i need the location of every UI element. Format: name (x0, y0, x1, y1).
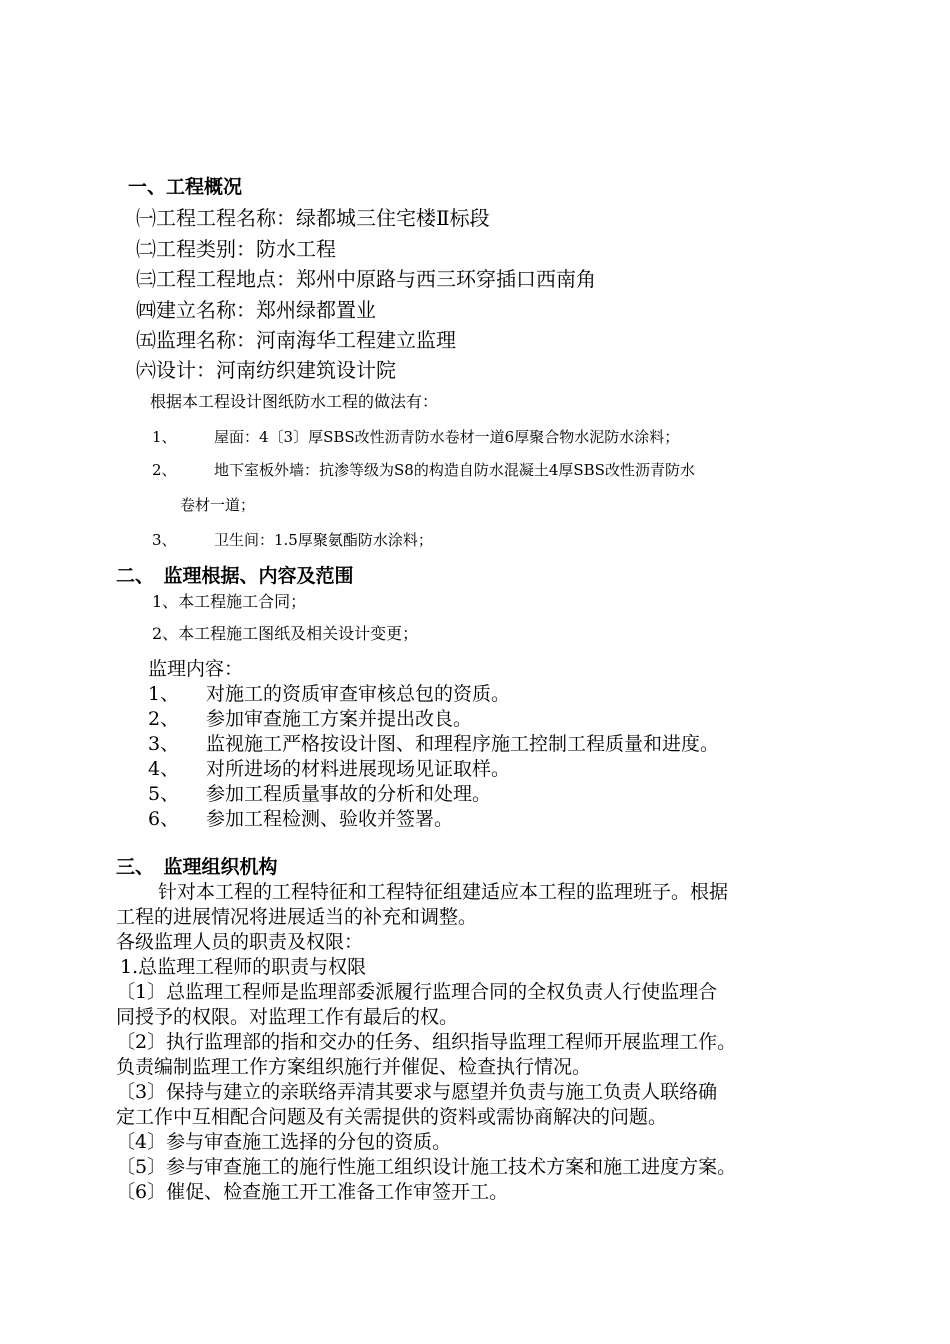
paragraph-line: 定工作中互相配合问题及有关需提供的资料或需协商解决的问题。 (116, 1106, 668, 1128)
content-number: 6、 (148, 808, 180, 830)
basis-item: 2、本工程施工图纸及相关设计变更； (152, 624, 419, 643)
methods-intro: 根据本工程设计图纸防水工程的做法有： (150, 392, 439, 411)
project-info-item: ㈣建立名称：郑州绿都置业 (136, 298, 376, 322)
method-number: 2、 (152, 461, 177, 479)
content-text: 参加工程质量事故的分析和处理。 (206, 783, 492, 805)
paragraph-line: 〔3〕保持与建立的亲联络弄清其要求与愿望并负责与施工负责人联络确 (116, 1081, 718, 1103)
content-text: 参加工程检测、验收并签署。 (206, 808, 454, 830)
project-info-item: ㈥设计：河南纺织建筑设计院 (136, 358, 396, 382)
method-item (152, 533, 433, 548)
paragraph-line: 各级监理人员的职责及权限： (116, 931, 364, 953)
method-number: 1、 (152, 428, 177, 446)
content-number: 4、 (148, 758, 180, 780)
content-number: 2、 (148, 708, 180, 730)
method-text: 卫生间：1.5厚聚氨酯防水涂料； (214, 531, 433, 549)
project-info-item: ㈠工程工程名称：绿都城三住宅楼Ⅱ标段 (136, 206, 490, 230)
content-item (148, 735, 719, 754)
section-1-heading: 一、工程概况 (128, 176, 243, 198)
content-number: 5、 (148, 783, 180, 805)
content-text: 对施工的资质审查审核总包的资质。 (206, 683, 511, 705)
paragraph-line: 针对本工程的工程特征和工程特征组建适应本工程的监理班子。根据 (158, 881, 729, 903)
content-item (148, 710, 472, 729)
paragraph-line: 〔5〕参与审查施工的施行性施工组织设计施工技术方案和施工进度方案。 (116, 1156, 737, 1178)
paragraph-line: 〔2〕执行监理部的指和交办的任务、组织指导监理工程师开展监理工作。 (116, 1031, 737, 1053)
paragraph-line: 1.总监理工程师的职责与权限 (120, 956, 367, 978)
paragraph-line: 同授予的权限。对监理工作有最后的权。 (116, 1006, 459, 1028)
paragraph-line: 〔6〕催促、检查施工开工准备工作审签开工。 (116, 1181, 509, 1203)
paragraph-line: 工程的进展情况将进展适当的补充和调整。 (116, 906, 478, 928)
content-item (148, 785, 491, 804)
project-info-item: ㈤监理名称：河南海华工程建立监理 (136, 328, 456, 352)
content-text: 对所进场的材料进展现场见证取样。 (206, 758, 511, 780)
method-continuation: 卷材一道； (180, 496, 256, 514)
method-item (152, 463, 695, 478)
method-text: 屋面：4〔3〕厚SBS改性沥青防水卷材一道6厚聚合物水泥防水涂料； (214, 428, 680, 446)
content-text: 监视施工严格按设计图、和理程序施工控制工程质量和进度。 (206, 733, 720, 755)
section-3-heading: 三、 监理组织机构 (116, 856, 278, 878)
content-number: 1、 (148, 683, 180, 705)
method-item (152, 430, 679, 445)
paragraph-line: 负责编制监理工作方案组织施行并催促、检查执行情况。 (116, 1056, 592, 1078)
content-item (148, 810, 453, 829)
project-info-item: ㈡工程类别：防水工程 (136, 237, 336, 261)
content-text: 参加审查施工方案并提出改良。 (206, 708, 473, 730)
content-label: 监理内容： (148, 658, 244, 680)
paragraph-line: 〔4〕参与审查施工选择的分包的资质。 (116, 1131, 452, 1153)
project-info-item: ㈢工程工程地点：郑州中原路与西三环穿插口西南角 (136, 267, 596, 291)
section-2-heading: 二、 监理根据、内容及范围 (116, 565, 354, 587)
content-item (148, 760, 510, 779)
content-number: 3、 (148, 733, 180, 755)
method-text: 地下室板外墙：抗渗等级为S8的构造自防水混凝土4厚SBS改性沥青防水 (214, 461, 695, 479)
method-number: 3、 (152, 531, 177, 549)
basis-item: 1、本工程施工合同； (152, 592, 307, 611)
content-item (148, 685, 510, 704)
paragraph-line: 〔1〕总监理工程师是监理部委派履行监理合同的全权负责人行使监理合 (116, 981, 718, 1003)
